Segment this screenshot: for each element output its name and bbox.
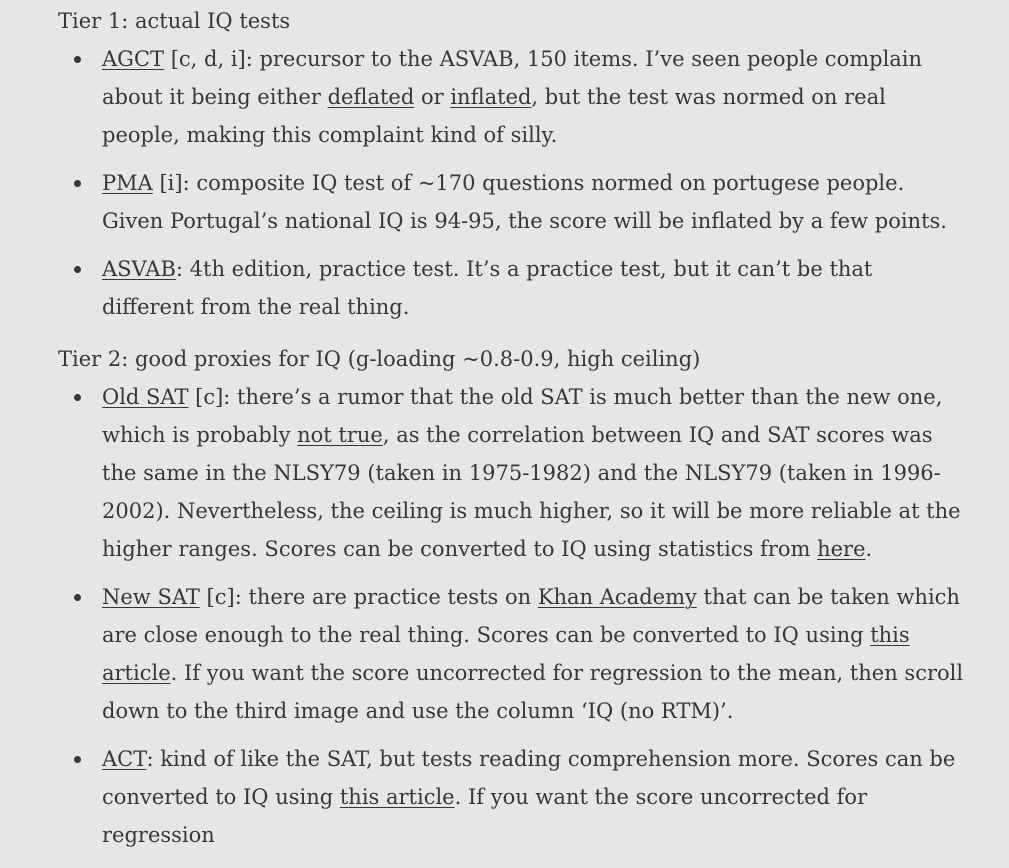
tier2-list <box>58 378 1009 854</box>
list-item-text: , but the test was normed on real people, making this complaint kind of silly. <box>102 85 886 147</box>
deflated-link[interactable]: deflated <box>327 85 415 109</box>
list-item <box>58 250 969 326</box>
bullet-icon <box>74 394 81 401</box>
list-item-text: . <box>865 537 873 561</box>
list-item <box>58 578 969 730</box>
here-link[interactable]: here <box>817 537 866 561</box>
bullet-icon <box>74 756 81 763</box>
bullet-icon <box>74 180 81 187</box>
list-item-text: that can be taken which are close enough to the real thing. Scores can be converted to IQ using <box>102 585 960 647</box>
list-item-text: . If you want the score uncorrected for regression <box>102 785 868 847</box>
act-link[interactable]: ACT <box>102 747 147 771</box>
list-item-text: . If you want the score uncorrected for regression to the mean, then scroll down to the third image and use the column ‘IQ (no RTM)’. <box>102 661 964 723</box>
pma-link[interactable]: PMA <box>102 171 153 195</box>
old-sat-link[interactable]: Old SAT <box>102 385 189 409</box>
list-item-text: [c]: there are practice tests on <box>199 585 538 609</box>
list-item-text: , as the correlation between IQ and SAT scores was the same in the NLSY79 (taken in 1975-1982) and the NLSY79 (taken in 1996-2002). Nevertheless, the ceiling is much higher, so it will be more reliable at the higher ranges. Scores can be converted to IQ using statistics from <box>102 423 961 561</box>
list-item <box>58 740 969 854</box>
agct-link[interactable]: AGCT <box>102 47 165 71</box>
bullet-icon <box>74 594 81 601</box>
tier1-heading: Tier 1: actual IQ tests <box>58 9 291 33</box>
new-sat-link[interactable]: New SAT <box>102 585 200 609</box>
bullet-icon <box>74 266 81 273</box>
tier2-heading: Tier 2: good proxies for IQ (g-loading ~0.8-0.9, high ceiling) <box>58 347 701 371</box>
list-item-text: [i]: composite IQ test of ~170 questions normed on portugese people. Given Portugal’s national IQ is 94-95, the score will be inflated by a few points. <box>102 171 947 233</box>
list-item-text: : 4th edition, practice test. It’s a practice test, but it can’t be that different from the real thing. <box>102 257 873 319</box>
list-item-text: or <box>414 85 451 109</box>
this-article-link[interactable]: this article <box>102 623 910 685</box>
list-item <box>58 378 969 568</box>
not-true-link[interactable]: not true <box>297 423 383 447</box>
khan-academy-link[interactable]: Khan Academy <box>537 585 697 609</box>
asvab-link[interactable]: ASVAB <box>102 257 176 281</box>
list-item-text: [c]: there’s a rumor that the old SAT is much better than the new one, which is probably <box>102 385 943 447</box>
list-item-text: : kind of like the SAT, but tests reading comprehension more. Scores can be converted to IQ using <box>102 747 956 809</box>
bullet-icon <box>74 56 81 63</box>
list-item-text: [c, d, i]: precursor to the ASVAB, 150 items. I’ve seen people complain about it being either <box>102 47 923 109</box>
tier1-list <box>58 40 1009 326</box>
list-item <box>58 164 969 240</box>
list-item <box>58 40 969 154</box>
inflated-link[interactable]: inflated <box>450 85 532 109</box>
this-article-link[interactable]: this article <box>339 785 455 809</box>
